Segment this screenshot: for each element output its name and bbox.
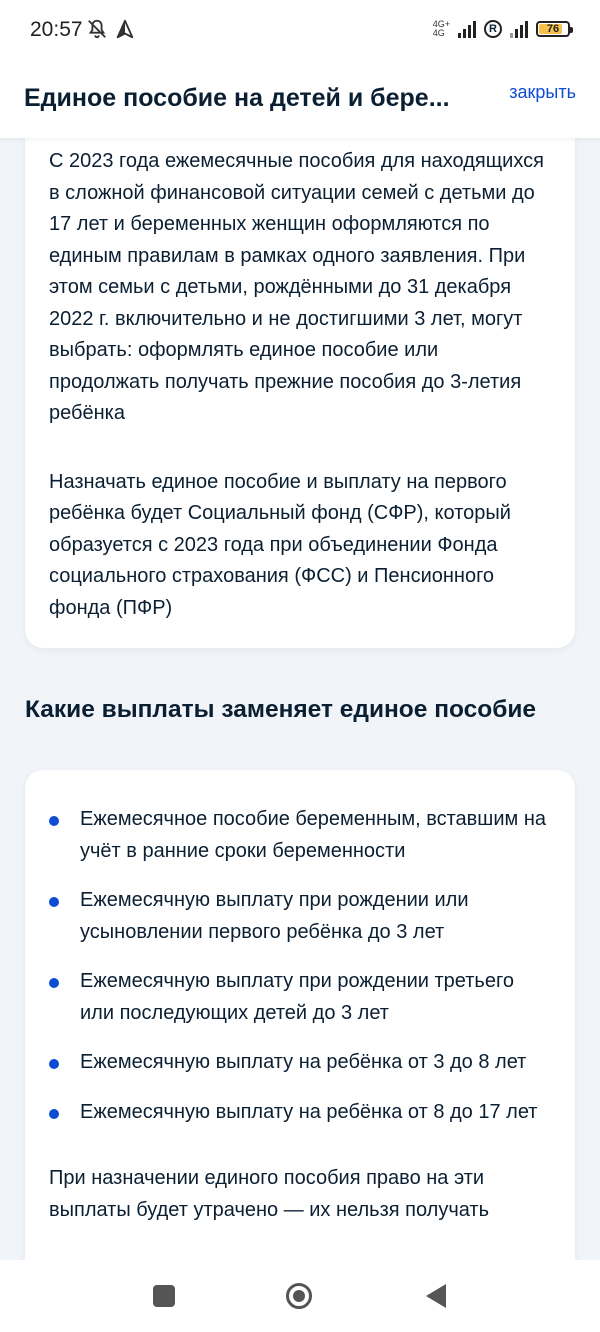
status-bar [0, 0, 600, 64]
back-button[interactable] [420, 1280, 452, 1312]
bell-off-icon [86, 18, 108, 40]
system-nav-bar [0, 1260, 600, 1332]
list-item: Ежемесячное пособие беременным, вставшим на учёт в ранние сроки беременности [49, 804, 551, 867]
back-triangle-icon [426, 1284, 446, 1308]
intro-paragraph: С 2023 года ежемесячные пособия для находящихся в сложной финансовой ситуации семей с детьми до 17 лет и беременных женщин оформляются по единым правилам в рамках одного заявления. При этом семьи с детьми, рождёнными до 31 декабря 2022 г. включительно и не достигшими 3 лет, могут выбрать: оформлять единое пособие или продолжать получать прежние пособия до 3-летия ребёнка [49, 150, 544, 424]
list-item: Ежемесячную выплату на ребёнка от 8 до 17 лет [49, 1097, 551, 1129]
replacement-note: При назначении единого пособия право на эти выплаты будет утрачено — их нельзя получать [49, 1167, 490, 1221]
bullet-icon [49, 1109, 59, 1119]
bullet-icon [49, 897, 59, 907]
section-title: Какие выплаты заменяет единое пособие [25, 696, 537, 723]
bullet-icon [49, 816, 59, 826]
battery-percent: 76 [546, 23, 560, 35]
replaced-payments-card [25, 770, 575, 1260]
home-button[interactable] [283, 1280, 315, 1312]
navigation-icon [114, 18, 136, 40]
list-item: Ежемесячную выплату при рождении третьего или последующих детей до 3 лет [49, 966, 551, 1029]
status-time: 20:57 [30, 18, 83, 41]
list-item: Ежемесячную выплату при рождении или усыновлении первого ребёнка до 3 лет [49, 885, 551, 948]
recents-button[interactable] [148, 1280, 180, 1312]
page-title: Единое пособие на детей и бере... [24, 84, 450, 112]
page-header [0, 64, 600, 138]
list-item: Ежемесячную выплату на ребёнка от 3 до 8 лет [49, 1047, 551, 1079]
close-link[interactable]: закрыть [509, 82, 576, 102]
replaced-payments-list [49, 804, 551, 1128]
bullet-icon [49, 1059, 59, 1069]
scroll-content[interactable] [0, 138, 600, 1260]
registered-icon: R [484, 20, 502, 38]
signal-icon [510, 20, 528, 38]
recents-square-icon [153, 1285, 175, 1307]
intro-card [25, 138, 575, 648]
battery-icon [536, 21, 570, 37]
bullet-icon [49, 978, 59, 988]
network-type: 4G+ 4G [432, 19, 450, 38]
signal-icon [458, 20, 476, 38]
home-circle-icon [286, 1283, 312, 1309]
intro-paragraph: Назначать единое пособие и выплату на первого ребёнка будет Социальный фонд (СФР), который образуется с 2023 года при объединении Фонда социального страхования (ФСС) и Пенсионного фонда (ПФР) [49, 470, 511, 619]
